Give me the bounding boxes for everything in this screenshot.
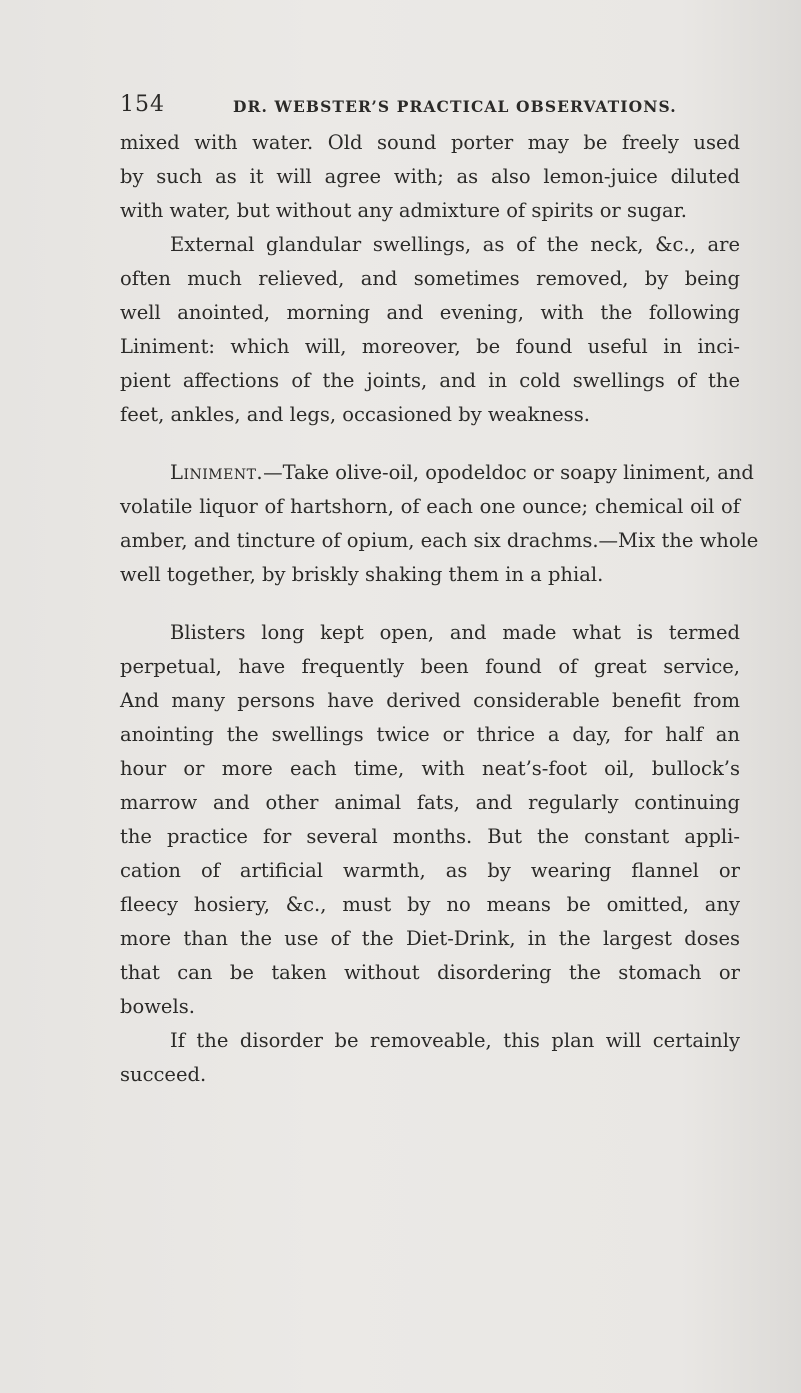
page-header xyxy=(120,92,740,122)
paragraph-continuation xyxy=(120,126,740,228)
text-line-rest: —Take olive-oil, opodeldoc or soapy liniment, and xyxy=(263,461,754,484)
text-line xyxy=(120,456,754,490)
text-line: well anointed, morning and evening, with the following xyxy=(120,301,740,324)
body-text xyxy=(120,126,759,1092)
text-line: Blisters long kept open, and made what is termed xyxy=(170,621,740,644)
paragraph-blisters xyxy=(120,616,740,1024)
text-line: And many persons have derived considerable benefit from xyxy=(120,689,740,712)
paragraph-liniment-recipe xyxy=(120,456,759,592)
text-line: hour or more each time, with neat’s-foot oil, bullock’s xyxy=(120,757,740,780)
page-number: 154 xyxy=(120,92,165,117)
text-line: feet, ankles, and legs, occasioned by weakness. xyxy=(120,403,590,426)
text-line: that can be taken without disordering the stomach or xyxy=(120,961,740,984)
paragraph-gap xyxy=(120,432,740,456)
text-line: anointing the swellings twice or thrice a day, for half an xyxy=(120,723,740,746)
text-line: External glandular swellings, as of the neck, &c., are xyxy=(170,233,740,256)
text-line: succeed. xyxy=(120,1063,207,1086)
text-line: bowels. xyxy=(120,995,195,1018)
text-line: more than the use of the Diet-Drink, in the largest doses xyxy=(120,927,740,950)
text-line: the practice for several months. But the constant appli- xyxy=(120,825,740,848)
text-line: pient affections of the joints, and in cold swellings of the xyxy=(120,369,740,392)
paragraph-gap xyxy=(120,592,740,616)
text-line: cation of artificial warmth, as by wearing flannel or xyxy=(120,859,740,882)
paragraph-glandular-swellings xyxy=(120,228,740,432)
text-line: by such as it will agree with; as also lemon-juice diluted xyxy=(120,165,740,188)
text-line: Liniment: which will, moreover, be found useful in inci- xyxy=(120,335,740,358)
text-line: with water, but without any admixture of spirits or sugar. xyxy=(120,199,688,222)
running-head: DR. WEBSTER’S PRACTICAL OBSERVATIONS. xyxy=(233,97,677,116)
text-line: often much relieved, and sometimes removed, by being xyxy=(120,267,740,290)
text-line: If the disorder be removeable, this plan will certainly xyxy=(170,1029,740,1052)
text-line: volatile liquor of hartshorn, of each one ounce; chemical oil of xyxy=(120,495,740,518)
text-line: fleecy hosiery, &c., must by no means be omitted, any xyxy=(120,893,740,916)
text-line: perpetual, have frequently been found of great service, xyxy=(120,655,740,678)
text-line: well together, by briskly shaking them in a phial. xyxy=(120,563,604,586)
paragraph-conclusion xyxy=(120,1024,740,1092)
text-line: mixed with water. Old sound porter may be freely used xyxy=(120,131,740,154)
liniment-heading: Liniment. xyxy=(170,461,264,484)
text-line: amber, and tincture of opium, each six drachms.—Mix the whole xyxy=(120,529,759,552)
text-line: marrow and other animal fats, and regularly continuing xyxy=(120,791,740,814)
